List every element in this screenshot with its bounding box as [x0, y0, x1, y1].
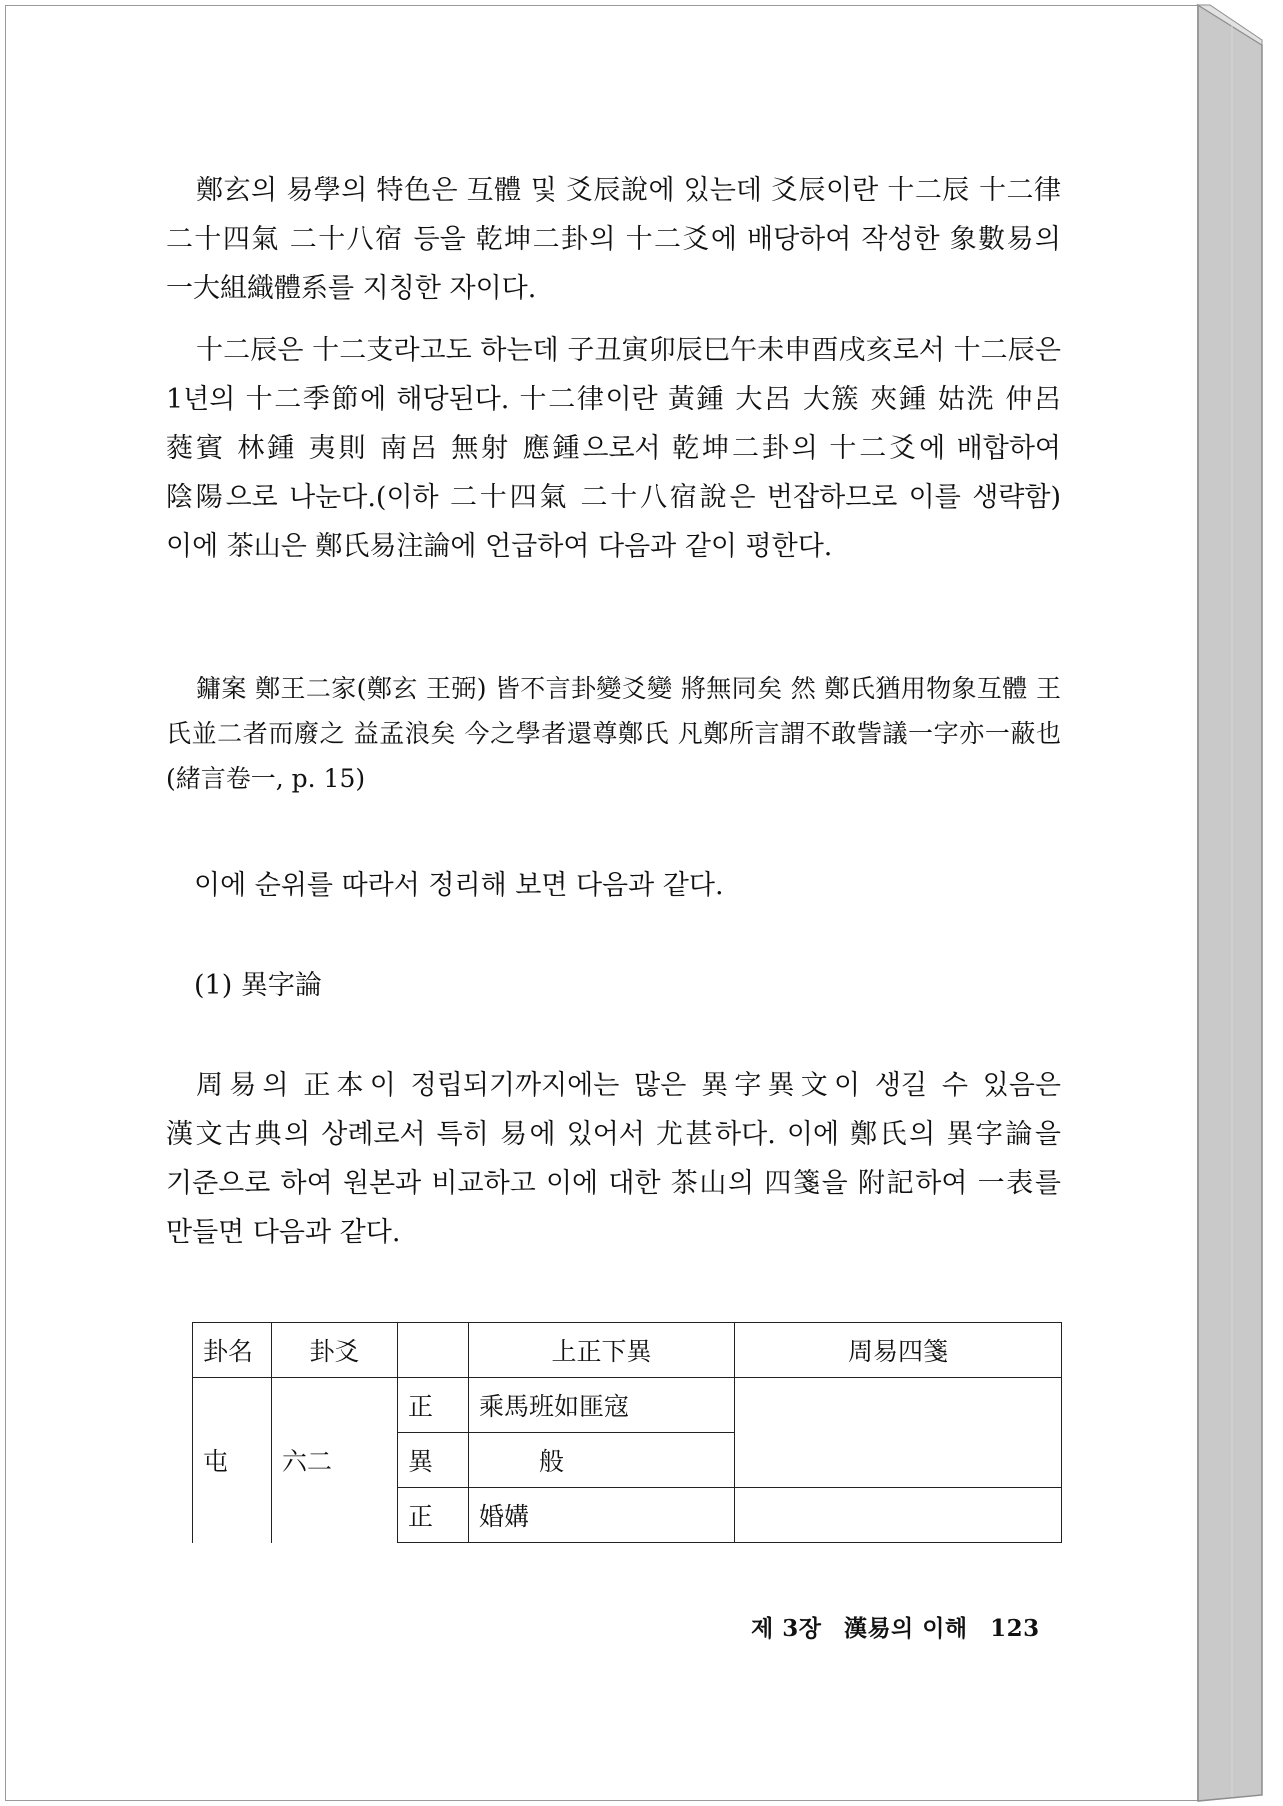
page-number: 123 [990, 1615, 1040, 1642]
running-footer [751, 1610, 1054, 1643]
table-header-row [193, 1323, 1062, 1378]
paragraph-variant-characters: 周易의 正本이 정립되기까지에는 많은 異字異文이 생길 수 있음은 漢文古典의 상례로서 특히 易에 있어서 尤甚하다. 이에 鄭氏의 異字論을 기준으로 하여 원본과 비교하고 이에 대한 茶山의 四箋을 附記하여 一表를 만들면 다음과 같다. [166, 1070, 1061, 1248]
text-cell: 般 [469, 1433, 735, 1488]
footer-chapter: 제 3장 [751, 1615, 822, 1642]
header-zhouyi-sijian: 周易四箋 [735, 1323, 1062, 1378]
text-cell: 婚媾 [469, 1488, 735, 1543]
header-correct-variant: 上正下異 [469, 1323, 735, 1378]
header-gua-name: 卦名 [193, 1323, 272, 1378]
classical-quotation: 鏞案 鄭王二家(鄭玄 王弼) 皆不言卦變爻變 將無同矣 然 鄭氏猶用物象互體 王氏並二者而廢之 益孟浪矣 今之學者還尊鄭氏 凡鄭所言謂不敢訾議一字亦一蔽也 (緒言卷一, p. 15) [166, 674, 1061, 793]
summary-line: 이에 순위를 따라서 정리해 보면 다음과 같다. [194, 870, 724, 901]
note-cell [735, 1378, 1062, 1488]
note-cell [735, 1488, 1062, 1543]
gua-name-cell: 屯 [193, 1378, 272, 1543]
header-gua-yao: 卦爻 [272, 1323, 398, 1378]
section-heading: (1) 異字論 [194, 970, 322, 1001]
variant-character-table [192, 1322, 1062, 1543]
footer-title: 漢易의 이해 [843, 1615, 968, 1642]
text-cell: 乘馬班如匪寇 [469, 1378, 735, 1433]
paragraph-twelve-branches: 十二辰은 十二支라고도 하는데 子丑寅卯辰巳午未申酉戌亥로서 十二辰은 1년의 十二季節에 해당된다. 十二律이란 黃鍾 大呂 大簇 夾鍾 姑洗 仲呂 蕤賓 林鍾 夷則 南呂 無射 應鍾으로서 乾坤二卦의 十二爻에 배합하여 陰陽으로 나눈다.(이하 二十四氣 二十八宿說은 번잡하므로 이를 생략함) 이에 茶山은 鄭氏易注論에 언급하여 다음과 같이 평한다. [166, 335, 1061, 562]
table-row [193, 1378, 1062, 1433]
mark-cell: 正 [398, 1488, 469, 1543]
paragraph-zheng-xuan: 鄭玄의 易學의 特色은 互體 및 爻辰說에 있는데 爻辰이란 十二辰 十二律 二十四氣 二十八宿 등을 乾坤二卦의 十二爻에 배당하여 작성한 象數易의 一大組織體系를 지칭한 자이다. [166, 175, 1061, 304]
gua-yao-cell: 六二 [272, 1378, 398, 1543]
book-page [5, 5, 1198, 1801]
mark-cell: 異 [398, 1433, 469, 1488]
header-mark [398, 1323, 469, 1378]
mark-cell: 正 [398, 1378, 469, 1433]
